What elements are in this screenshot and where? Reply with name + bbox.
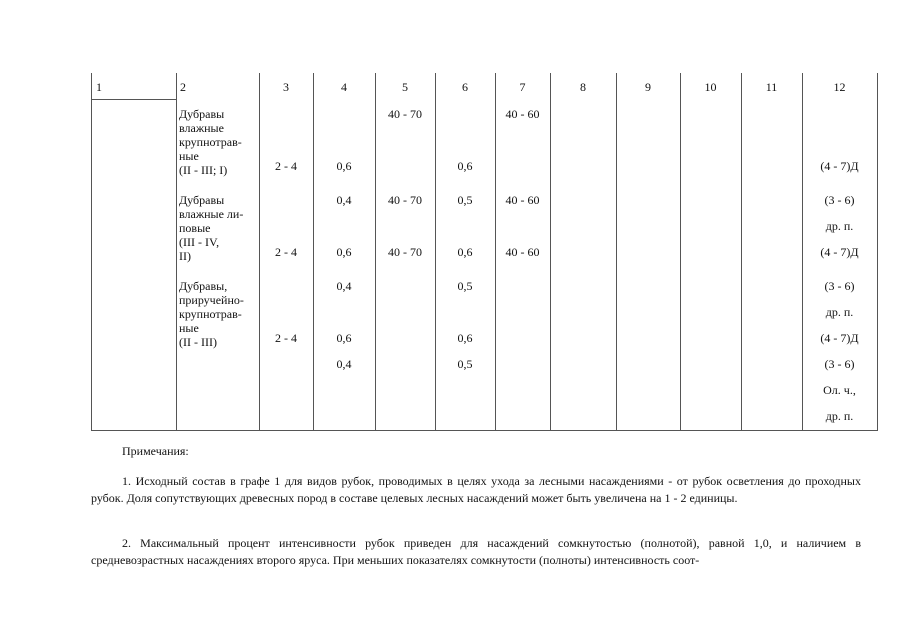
col-divider (680, 73, 681, 430)
col-divider (877, 73, 878, 430)
header-col-2: 2 (180, 80, 186, 94)
silviculture-table: 1 2 3 4 5 6 7 8 9 10 11 12 Дубравы влажные крупнотрав- ные (II - III; I) Дубравы влажные ли- повые (III - IV, II) Дубравы, приручейно- крупнотрав- ные (II - III) 40 - 70 40 - 60 2 - 4 0,6 0,6 (4 - 7)Д 0,4 40 - 70 0,5 40 - 60 (3 - 6) др. п. 2 - 4 0,6 40 - 70 0,6 40 - 60 (4 - 7)Д 0,4 0,5 (3 - 6) др. п. 2 - 4 0,6 0,6 (4 - 7)Д 0,4 0,5 (3 - 6) Ол. ч., др. п. (91, 73, 878, 431)
header-underline (92, 99, 176, 100)
forest-type-name: Дубравы, приручейно- крупнотрав- ные (II - III) (179, 279, 244, 349)
header-col-11: 11 (765, 80, 778, 94)
col-divider (550, 73, 551, 430)
col-divider (176, 73, 177, 430)
header-col-1: 1 (96, 80, 102, 94)
col-divider (616, 73, 617, 430)
note-2: 2. Максимальный процент интенсивности рубок приведен для насаждений сомкнутостью (полнотой), равной 1,0, и наличием в средневозрастных насаждениях второго яруса. При меньших показателях сомкнутости (полноты) интенсивность соот- (91, 536, 861, 567)
notes-heading: Примечания: (122, 444, 189, 458)
notes-section (91, 443, 861, 460)
header-col-12: 12 (833, 80, 846, 94)
forest-type-name: Дубравы влажные крупнотрав- ные (II - III; I) (179, 107, 242, 177)
header-col-9: 9 (645, 80, 651, 94)
note-1: 1. Исходный состав в графе 1 для видов рубок, проводимых в целях ухода за лесными насаждениями - от рубок осветления до проходных рубок. Доля сопутствующих древесных пород в составе целевых лесных насаждений может быть увеличена на 1 - 2 единицы. (91, 474, 861, 505)
header-col-5: 5 (402, 80, 408, 94)
header-col-4: 4 (341, 80, 347, 94)
header-col-3: 3 (283, 80, 289, 94)
header-col-6: 6 (462, 80, 468, 94)
header-col-10: 10 (704, 80, 717, 94)
header-col-8: 8 (580, 80, 586, 94)
col-divider (741, 73, 742, 430)
header-col-7: 7 (519, 80, 526, 94)
forest-type-name: Дубравы влажные ли- повые (III - IV, II) (179, 193, 244, 263)
